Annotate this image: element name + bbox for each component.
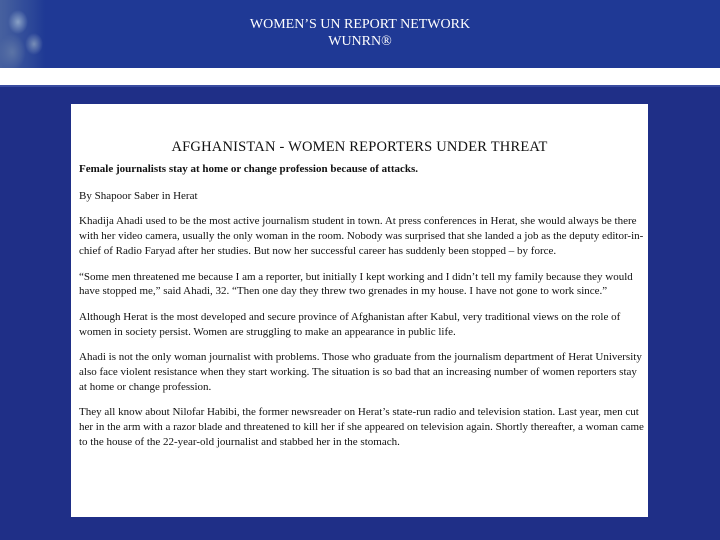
article-panel xyxy=(71,104,648,517)
article-paragraph: Ahadi is not the only woman journalist with problems. Those who graduate from the journalism department of Herat University also face violent resistance when they start working. The situation is so bad that an increasing number of women reporters stay at home or change profession. xyxy=(79,351,642,393)
slide-background-edge xyxy=(0,85,720,87)
article-title: AFGHANISTAN - WOMEN REPORTERS UNDER THREAT xyxy=(171,139,548,155)
header-title-line-2: WUNRN® xyxy=(328,34,392,49)
article-body xyxy=(79,162,645,461)
article-paragraph: “Some men threatened me because I am a reporter, but initially I kept working and I didn’t tell my family because they would have stopped me,” said Ahadi, 32. “Then one day they threw two grenades in my house. I have not gone to work since.” xyxy=(79,270,633,298)
article-paragraph: Khadija Ahadi used to be the most active journalism student in town. At press conferences in Herat, she would always be there with her video camera, usually the only woman in the room. Nobody was surprised that she landed a job as the deputy editor-in-chief of Radio Faryad after her studies. But now her successful career has suddenly been stopped – by force. xyxy=(79,215,644,257)
article-paragraph: They all know about Nilofar Habibi, the former newsreader on Herat’s state-run radio and television station. Last year, men cut her in the arm with a razor blade and threatened to kill her if she appeared on television again. Shortly thereafter, a woman came to the house of the 22-year-old journalist and stabbed her in the stomach. xyxy=(79,406,644,448)
article-byline: By Shapoor Saber in Herat xyxy=(79,189,198,202)
header-banner xyxy=(0,0,720,68)
header-title-line-1: WOMEN’S UN REPORT NETWORK xyxy=(249,17,471,32)
article-paragraph: Although Herat is the most developed and secure province of Afghanistan after Kabul, very traditional views on the role of women in society persist. Women are struggling to make an appearance in public life. xyxy=(79,310,621,338)
header-title xyxy=(0,16,720,50)
article-subtitle: Female journalists stay at home or change profession because of attacks. xyxy=(79,163,419,175)
